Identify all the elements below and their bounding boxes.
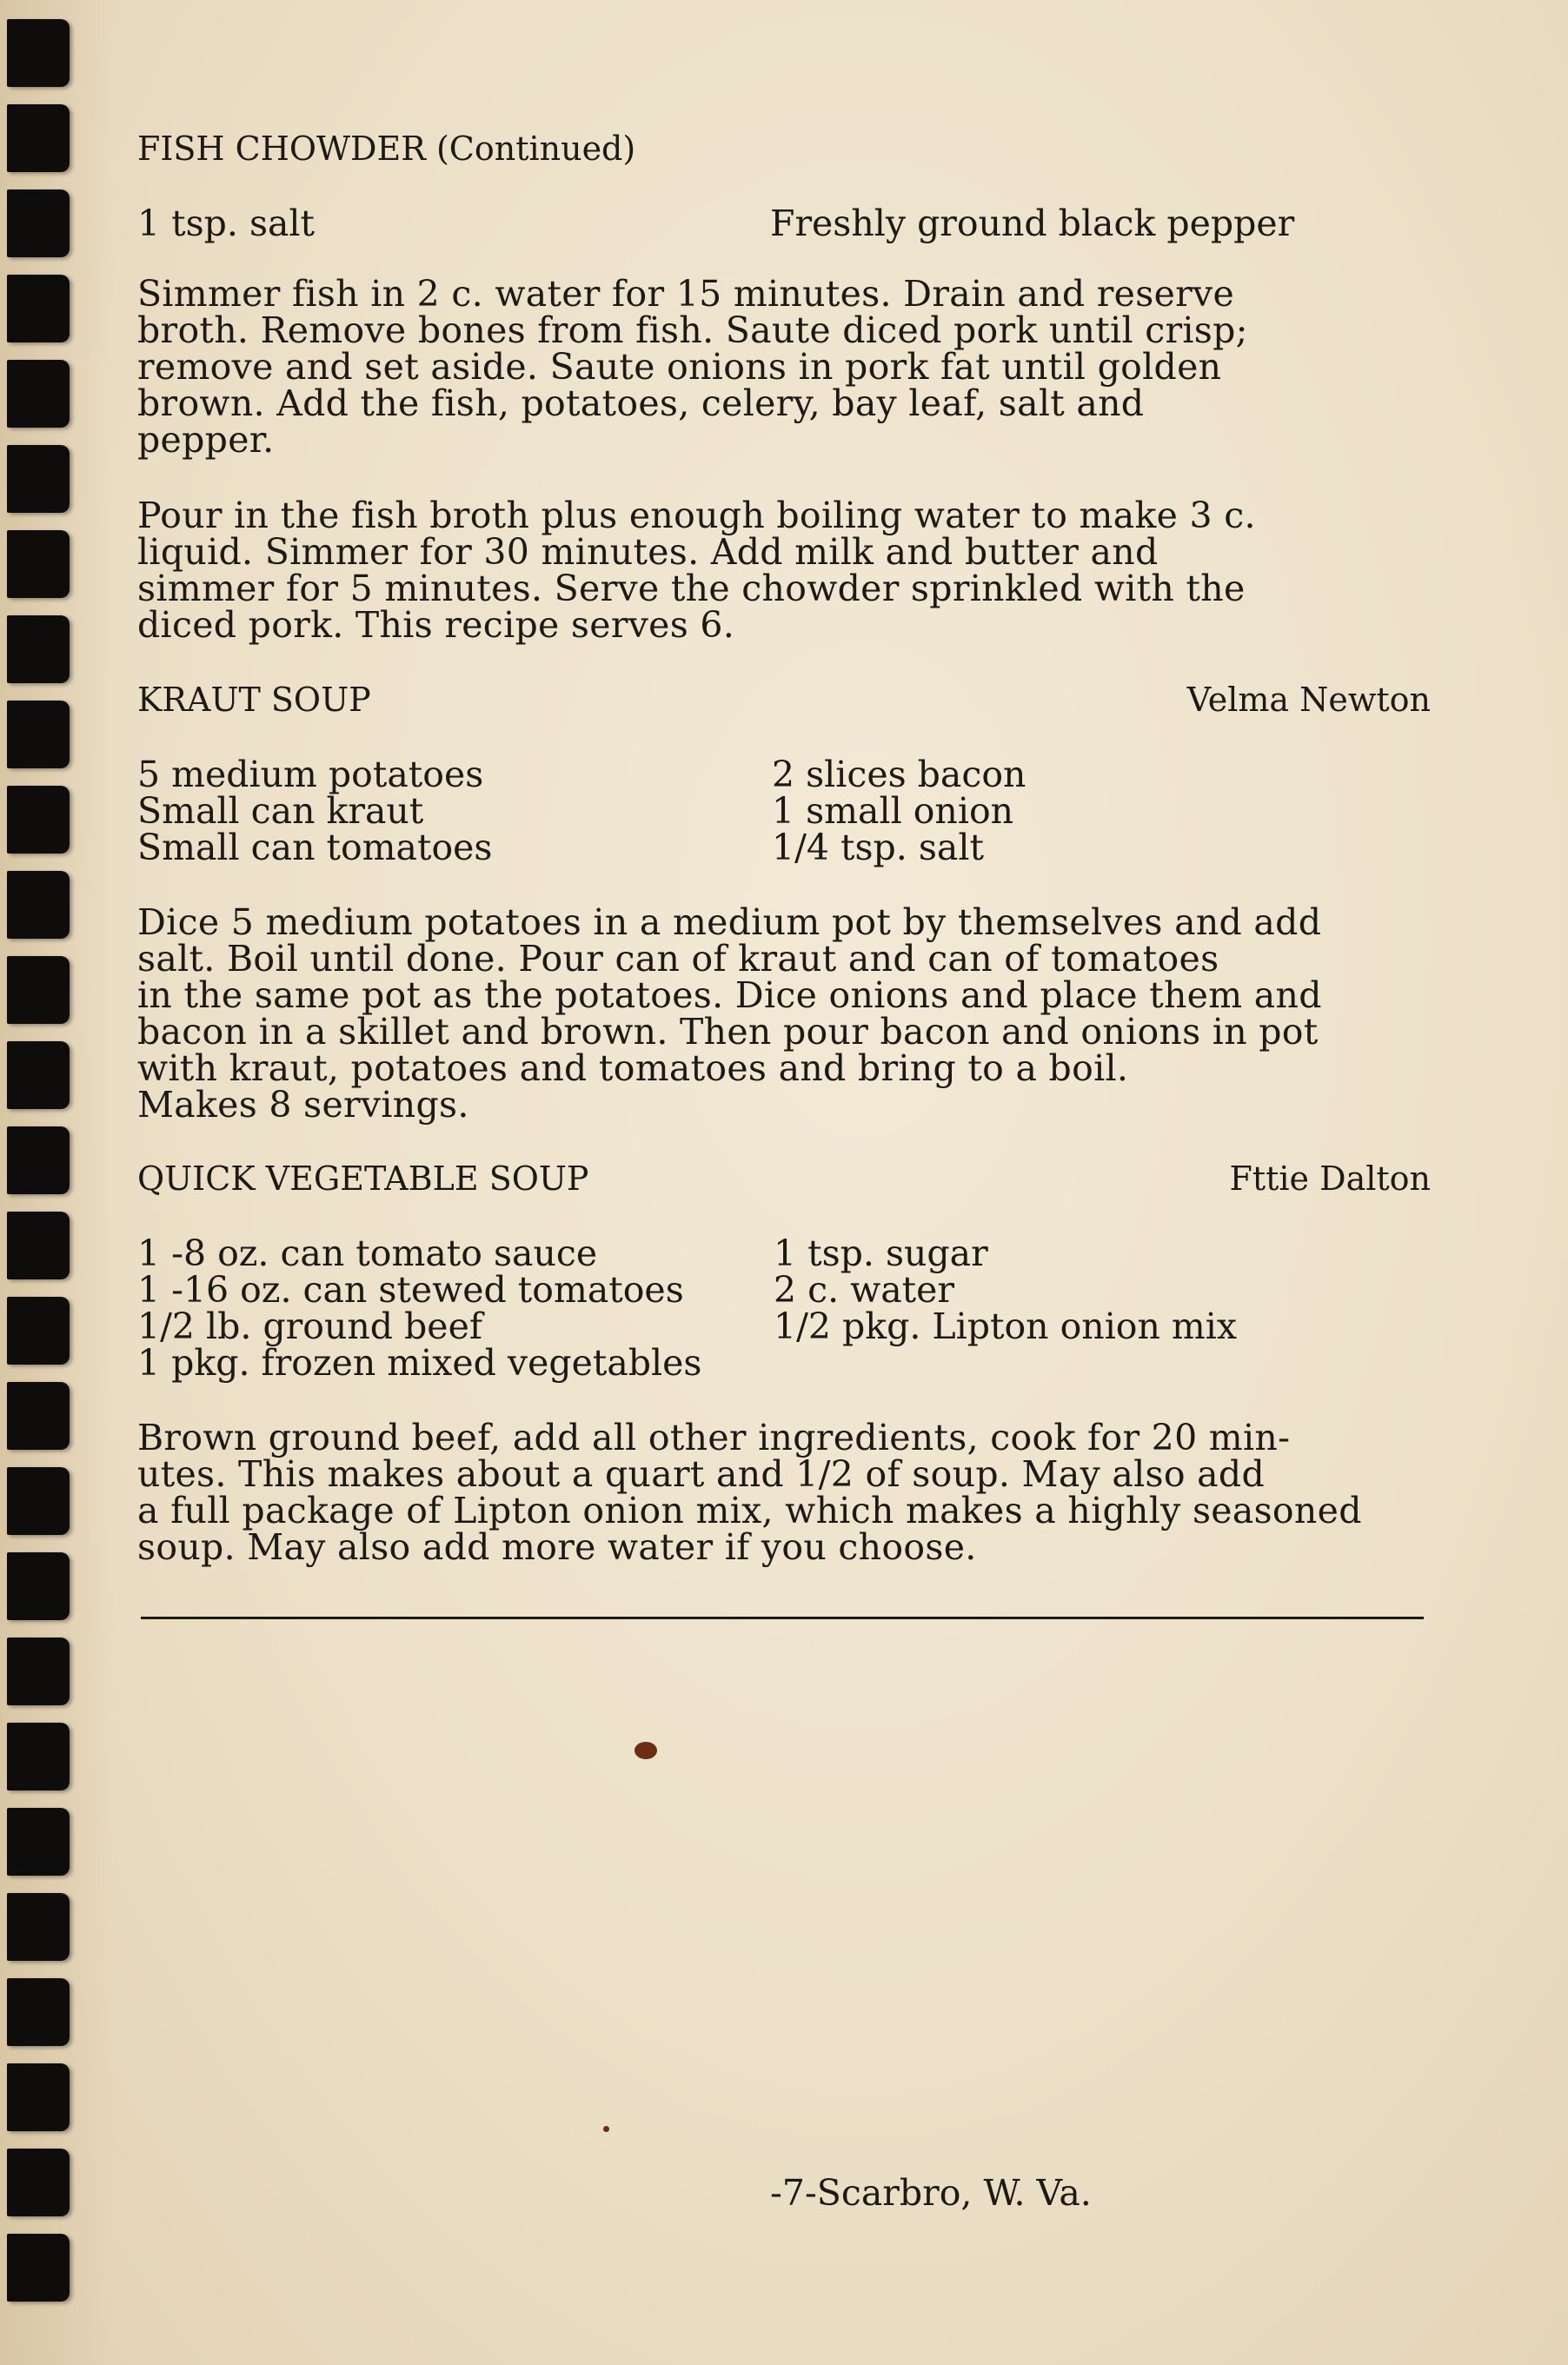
binding-ring: [7, 1041, 70, 1109]
ingredient: 5 medium potatoes: [137, 754, 484, 795]
text-line: broth. Remove bones from fish. Saute diced pork until crisp;: [137, 309, 1248, 351]
instructions-paragraph: [137, 1417, 1424, 1568]
ingredient: Freshly ground black pepper: [770, 203, 1295, 244]
text-line: liquid. Simmer for 30 minutes. Add milk and butter and: [137, 531, 1159, 573]
ingredient-row: [137, 1305, 1424, 1347]
binding-ring: [7, 1212, 70, 1279]
text-line: utes. This makes about a quart and 1/2 of soup. May also add: [137, 1453, 1266, 1495]
binding-ring: [7, 189, 70, 257]
binding-ring: [7, 1893, 70, 1961]
binding-ring: [7, 1638, 70, 1705]
recipe-author: Fttie Dalton: [1229, 1159, 1431, 1198]
page-content: [137, 130, 1431, 1568]
ingredient-row: [137, 1269, 1424, 1311]
instructions-paragraph: [137, 273, 1424, 461]
recipe-quick-vegetable-soup: [137, 1159, 1431, 1568]
recipe-fish-chowder: [137, 130, 1424, 646]
text-line: in the same pot as the potatoes. Dice onions and place them and: [137, 974, 1322, 1016]
text-line: a full package of Lipton onion mix, which makes a highly seasoned: [137, 1490, 1362, 1531]
ingredient: 2 slices bacon: [772, 754, 1027, 795]
ingredient-list: [137, 756, 1424, 866]
binding-ring: [7, 1126, 70, 1194]
instructions-paragraph: [137, 901, 1424, 1126]
recipe-author: Velma Newton: [1186, 681, 1431, 719]
binding-ring: [7, 530, 70, 598]
ingredient: 1 tsp. salt: [137, 203, 316, 244]
ingredient-row: [137, 1232, 1424, 1274]
binding-ring: [7, 275, 70, 342]
binding-ring: [7, 1297, 70, 1365]
text-line: Brown ground beef, add all other ingredients, cook for 20 min-: [137, 1417, 1291, 1458]
binding-ring: [7, 2234, 70, 2302]
binding-ring: [7, 1978, 70, 2046]
text-line: soup. May also add more water if you choose.: [137, 1526, 977, 1568]
ingredient: 1 pkg. frozen mixed vegetables: [137, 1342, 702, 1384]
binding-ring: [7, 956, 70, 1024]
binding-ring: [7, 2063, 70, 2131]
ingredient-list: [137, 1232, 1424, 1384]
text-line: with kraut, potatoes and tomatoes and bring to a boil.: [137, 1047, 1129, 1089]
recipe-title: [137, 130, 1424, 167]
text-line: simmer for 5 minutes. Serve the chowder sprinkled with the: [137, 568, 1246, 609]
ingredient-row: [137, 756, 1424, 793]
ingredient: 1 -8 oz. can tomato sauce: [137, 1232, 598, 1274]
binding-ring: [7, 871, 70, 939]
section-divider: [141, 1617, 1424, 1619]
ingredient: 1/2 lb. ground beef: [137, 1305, 483, 1347]
ingredient-row: [137, 1342, 1424, 1384]
binding-ring: [7, 104, 70, 172]
ingredient: 1 tsp. sugar: [774, 1232, 988, 1274]
stain-mark: [635, 1742, 657, 1759]
text-line: remove and set aside. Saute onions in pork fat until golden: [137, 346, 1222, 388]
ingredient: 2 c. water: [774, 1269, 955, 1311]
ingredient-list: [137, 205, 1424, 242]
recipe-title-text: KRAUT SOUP: [137, 681, 371, 719]
text-line: brown. Add the fish, potatoes, celery, bay leaf, salt and: [137, 382, 1145, 424]
stain-mark: [603, 2126, 609, 2132]
ingredient: 1 small onion: [772, 790, 1014, 832]
ingredient: 1 -16 oz. can stewed tomatoes: [137, 1269, 684, 1311]
binding-ring: [7, 445, 70, 513]
binding-ring: [7, 1467, 70, 1535]
ingredient-row: [137, 829, 1424, 866]
text-line: diced pork. This recipe serves 6.: [137, 604, 735, 646]
ingredient: Small can kraut: [137, 790, 424, 832]
recipe-title-text: QUICK VEGETABLE SOUP: [137, 1159, 589, 1198]
recipe-title: [137, 1159, 1431, 1198]
binding-ring: [7, 1382, 70, 1450]
text-line: pepper.: [137, 419, 275, 461]
text-line: bacon in a skillet and brown. Then pour bacon and onions in pot: [137, 1011, 1319, 1053]
ingredient: Small can tomatoes: [137, 827, 493, 868]
page-footer: -7-Scarbro, W. Va.: [770, 2172, 1092, 2214]
binding-ring: [7, 1552, 70, 1620]
ingredient-row: [137, 790, 1424, 832]
recipe-title-text: FISH CHOWDER (Continued): [137, 130, 636, 168]
binding-ring: [7, 701, 70, 768]
binding-ring: [7, 2149, 70, 2216]
instructions-paragraph: [137, 495, 1424, 646]
binding-ring: [7, 786, 70, 854]
binding-ring: [7, 615, 70, 683]
ingredient: 1/2 pkg. Lipton onion mix: [774, 1305, 1238, 1347]
ingredient: 1/4 tsp. salt: [772, 827, 984, 868]
binding-ring: [7, 1808, 70, 1876]
spiral-binding: [0, 0, 78, 2365]
ingredient-row: [137, 205, 1424, 242]
binding-ring: [7, 19, 70, 87]
recipe-kraut-soup: [137, 681, 1431, 1126]
text-line: salt. Boil until done. Pour can of kraut and can of tomatoes: [137, 938, 1219, 980]
binding-ring: [7, 1723, 70, 1790]
recipe-title: [137, 681, 1431, 719]
binding-ring: [7, 360, 70, 428]
text-line: Simmer fish in 2 c. water for 15 minutes. Drain and reserve: [137, 273, 1235, 315]
text-line: Dice 5 medium potatoes in a medium pot by themselves and add: [137, 901, 1322, 943]
text-line: Pour in the fish broth plus enough boiling water to make 3 c.: [137, 495, 1256, 536]
text-line: Makes 8 servings.: [137, 1084, 469, 1126]
